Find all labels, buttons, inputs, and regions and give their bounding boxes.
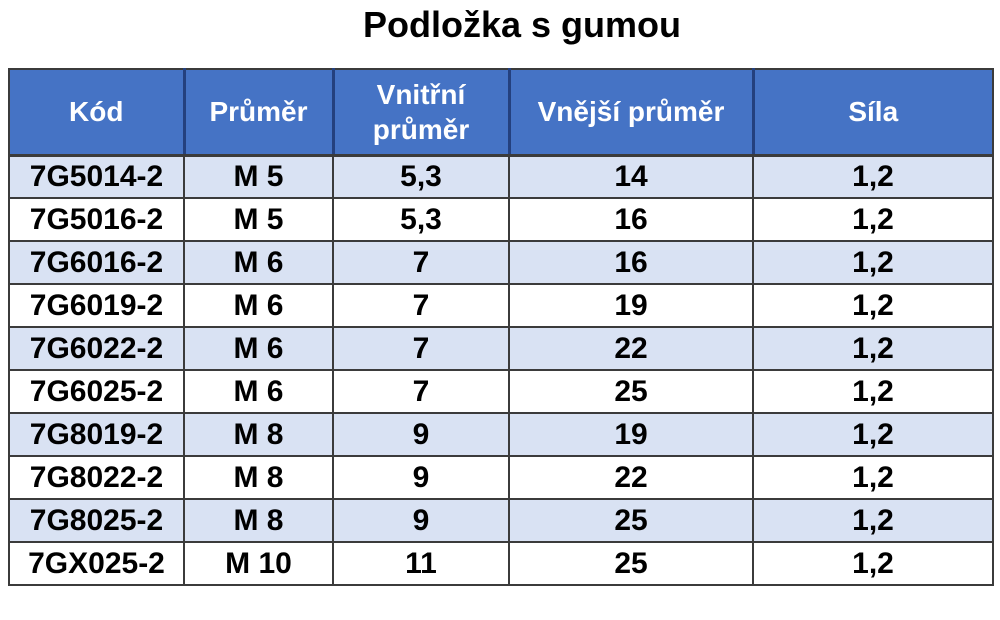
cell-sila: 1,2 <box>753 241 993 284</box>
column-header-sila: Síla <box>753 69 993 155</box>
cell-prumer: M 8 <box>184 499 333 542</box>
cell-vnejsi-prumer: 16 <box>509 198 753 241</box>
cell-vnitrni-prumer: 7 <box>333 327 509 370</box>
cell-prumer: M 6 <box>184 284 333 327</box>
table-row <box>9 499 993 542</box>
cell-sila: 1,2 <box>753 413 993 456</box>
cell-sila: 1,2 <box>753 327 993 370</box>
cell-vnejsi-prumer: 19 <box>509 284 753 327</box>
cell-kod: 7GX025-2 <box>9 542 184 585</box>
cell-kod: 7G8019-2 <box>9 413 184 456</box>
cell-sila: 1,2 <box>753 499 993 542</box>
cell-prumer: M 6 <box>184 241 333 284</box>
cell-vnejsi-prumer: 16 <box>509 241 753 284</box>
page-title: Podložka s gumou <box>362 4 682 45</box>
cell-vnitrni-prumer: 5,3 <box>333 198 509 241</box>
cell-vnitrni-prumer: 5,3 <box>333 155 509 198</box>
table-row <box>9 198 993 241</box>
cell-kod: 7G5014-2 <box>9 155 184 198</box>
cell-prumer: M 6 <box>184 327 333 370</box>
cell-vnejsi-prumer: 25 <box>509 542 753 585</box>
table-row <box>9 155 993 198</box>
cell-sila: 1,2 <box>753 155 993 198</box>
cell-vnitrni-prumer: 7 <box>333 284 509 327</box>
header-row <box>9 69 993 155</box>
cell-vnitrni-prumer: 9 <box>333 413 509 456</box>
table-row <box>9 241 993 284</box>
table-row <box>9 542 993 585</box>
cell-sila: 1,2 <box>753 284 993 327</box>
cell-vnejsi-prumer: 25 <box>509 370 753 413</box>
cell-vnejsi-prumer: 22 <box>509 456 753 499</box>
cell-vnitrni-prumer: 11 <box>333 542 509 585</box>
cell-vnejsi-prumer: 14 <box>509 155 753 198</box>
cell-vnitrni-prumer: 9 <box>333 456 509 499</box>
cell-kod: 7G6016-2 <box>9 241 184 284</box>
cell-sila: 1,2 <box>753 542 993 585</box>
cell-kod: 7G6025-2 <box>9 370 184 413</box>
column-header-vnejsi-prumer: Vnější průměr <box>509 69 753 155</box>
cell-prumer: M 8 <box>184 456 333 499</box>
cell-vnitrni-prumer: 7 <box>333 370 509 413</box>
cell-sila: 1,2 <box>753 198 993 241</box>
column-header-vnitrni-prumer: Vnitřní průměr <box>333 69 509 155</box>
cell-vnejsi-prumer: 19 <box>509 413 753 456</box>
cell-vnitrni-prumer: 7 <box>333 241 509 284</box>
cell-prumer: M 10 <box>184 542 333 585</box>
cell-prumer: M 8 <box>184 413 333 456</box>
cell-kod: 7G6019-2 <box>9 284 184 327</box>
cell-kod: 7G8025-2 <box>9 499 184 542</box>
cell-kod: 7G6022-2 <box>9 327 184 370</box>
cell-prumer: M 5 <box>184 155 333 198</box>
cell-prumer: M 6 <box>184 370 333 413</box>
cell-vnejsi-prumer: 25 <box>509 499 753 542</box>
table-row <box>9 413 993 456</box>
cell-kod: 7G5016-2 <box>9 198 184 241</box>
table-body <box>9 155 993 585</box>
table-header <box>9 69 993 155</box>
cell-prumer: M 5 <box>184 198 333 241</box>
column-header-kod: Kód <box>9 69 184 155</box>
cell-sila: 1,2 <box>753 370 993 413</box>
table-row <box>9 456 993 499</box>
washer-spec-table <box>8 68 994 586</box>
cell-kod: 7G8022-2 <box>9 456 184 499</box>
column-header-prumer: Průměr <box>184 69 333 155</box>
cell-sila: 1,2 <box>753 456 993 499</box>
table-row <box>9 327 993 370</box>
table-row <box>9 284 993 327</box>
cell-vnejsi-prumer: 22 <box>509 327 753 370</box>
table-row <box>9 370 993 413</box>
cell-vnitrni-prumer: 9 <box>333 499 509 542</box>
